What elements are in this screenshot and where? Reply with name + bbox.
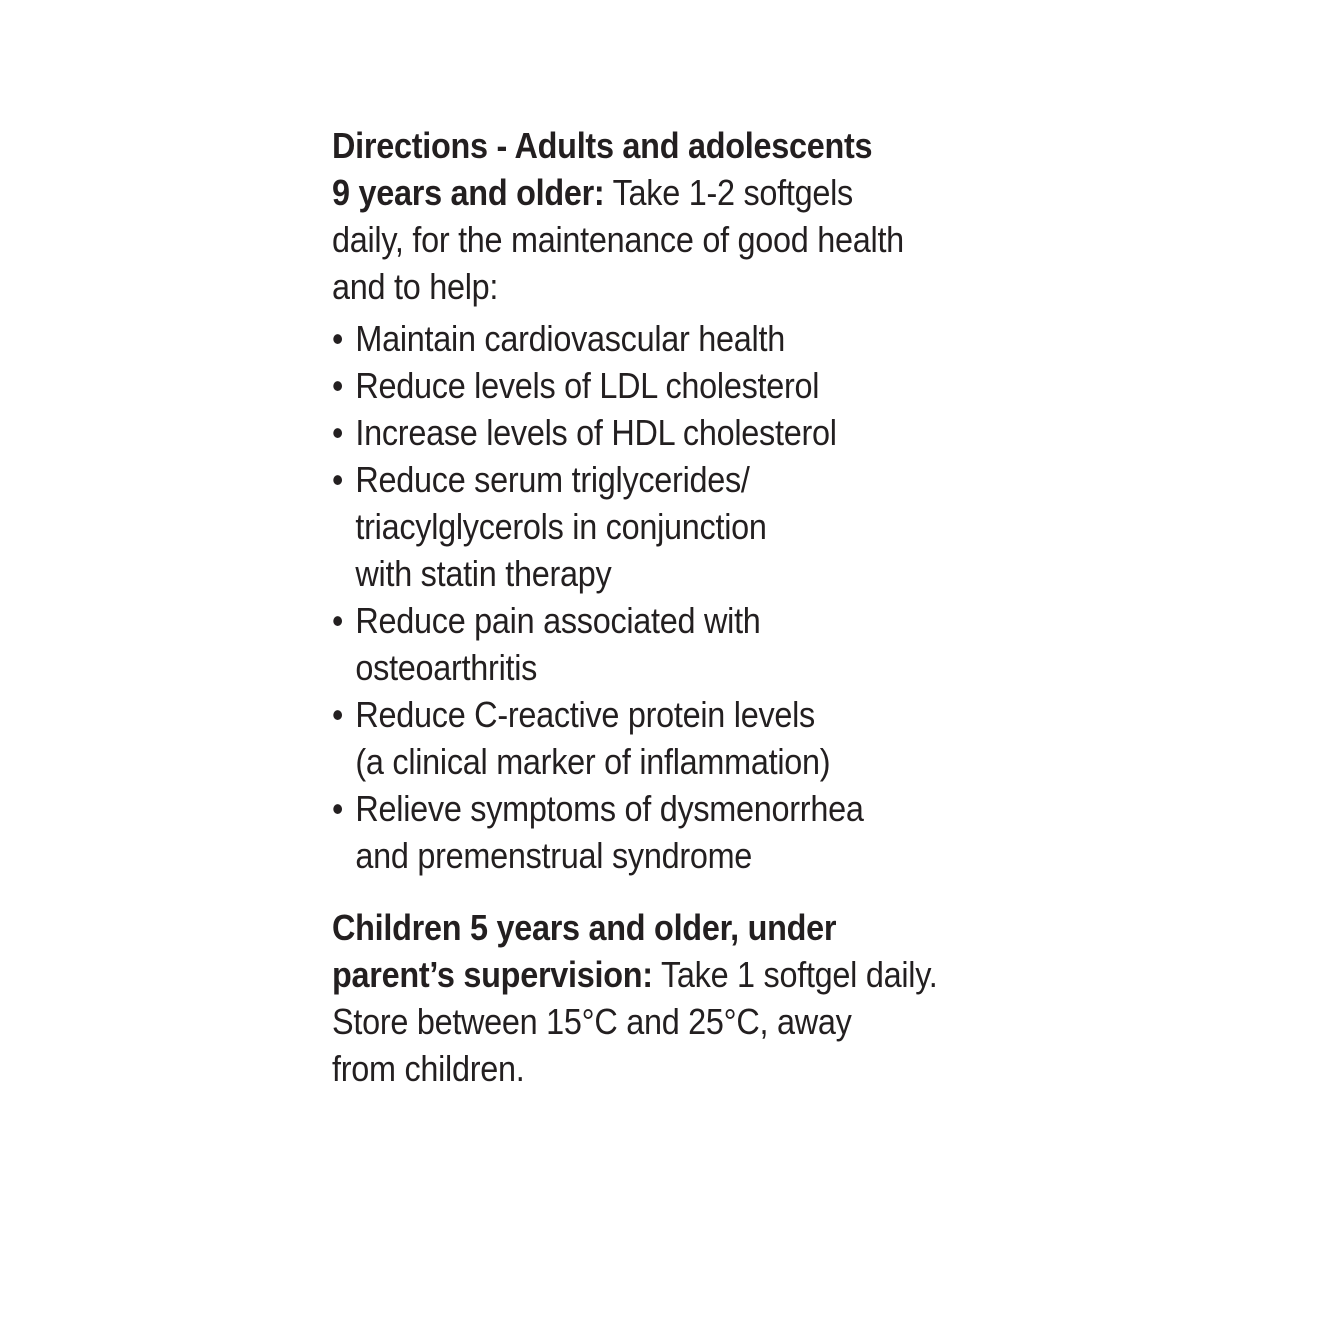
storage-line-1: Store between 15°C and 25°C, away bbox=[332, 1001, 852, 1042]
bullet-icon: • bbox=[332, 459, 344, 500]
children-directions bbox=[332, 904, 962, 1092]
benefit-item bbox=[332, 315, 962, 362]
storage-line-2: from children. bbox=[332, 1048, 525, 1089]
benefit-text-line: Maintain cardiovascular health bbox=[355, 318, 785, 359]
benefit-text-line: Reduce serum triglycerides/ bbox=[355, 459, 750, 500]
benefit-item bbox=[332, 597, 962, 691]
benefit-item bbox=[332, 785, 962, 879]
adult-directions-line-3: daily, for the maintenance of good health bbox=[332, 219, 904, 260]
directions-panel bbox=[332, 122, 962, 1092]
bullet-icon: • bbox=[332, 318, 344, 359]
bullet-icon: • bbox=[332, 788, 344, 829]
adult-dose-text: Take 1-2 softgels bbox=[604, 172, 853, 213]
children-supervision-label: parent’s supervision: bbox=[332, 954, 653, 995]
benefit-text-line: (a clinical marker of inflammation) bbox=[355, 741, 831, 782]
adult-age-label: 9 years and older: bbox=[332, 172, 605, 213]
benefit-text-line: Reduce C-reactive protein levels bbox=[355, 694, 815, 735]
bullet-icon: • bbox=[332, 600, 344, 641]
children-directions-heading: Children 5 years and older, under bbox=[332, 907, 837, 948]
benefits-list bbox=[332, 315, 962, 879]
bullet-icon: • bbox=[332, 412, 344, 453]
benefit-text-line: osteoarthritis bbox=[355, 647, 538, 688]
children-directions-line-2 bbox=[332, 951, 962, 998]
benefit-text-line: with statin therapy bbox=[355, 553, 612, 594]
benefit-text-line: Reduce levels of LDL cholesterol bbox=[355, 365, 820, 406]
adult-directions-heading: Directions - Adults and adolescents bbox=[332, 125, 873, 166]
benefit-text-line: Relieve symptoms of dysmenorrhea bbox=[355, 788, 864, 829]
benefit-text-line: triacylglycerols in conjunction bbox=[355, 506, 767, 547]
bullet-icon: • bbox=[332, 694, 344, 735]
benefit-text-line: Increase levels of HDL cholesterol bbox=[355, 412, 837, 453]
benefit-item bbox=[332, 362, 962, 409]
section-spacer bbox=[332, 879, 962, 904]
benefit-text-line: Reduce pain associated with bbox=[355, 600, 761, 641]
benefit-item bbox=[332, 691, 962, 785]
benefit-item bbox=[332, 409, 962, 456]
adult-directions-line-2 bbox=[332, 169, 962, 216]
benefit-text-line: and premenstrual syndrome bbox=[355, 835, 753, 876]
adult-directions bbox=[332, 122, 962, 310]
adult-directions-line-4: and to help: bbox=[332, 266, 499, 307]
benefit-item bbox=[332, 456, 962, 597]
bullet-icon: • bbox=[332, 365, 344, 406]
children-dose-text: Take 1 softgel daily. bbox=[652, 954, 938, 995]
